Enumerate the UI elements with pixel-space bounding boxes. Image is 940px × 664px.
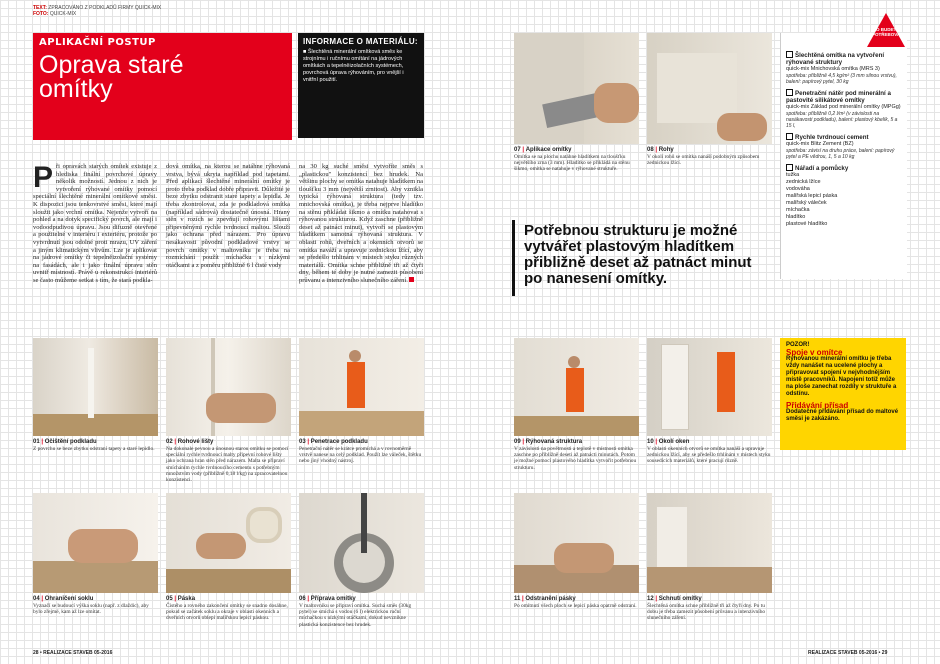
page-title: Oprava staré omítky: [39, 51, 184, 103]
header-box: [33, 33, 292, 140]
caption-step-01: 01 | Očištění podkladu Z povrchu se beze zbytku odstraní tapety a staré lepidlo.: [33, 439, 155, 452]
caption-step-10: 10 | Okolí oken V oblasti okenních otvorů se omítka nanáší a upravuje zednickou lžící, aby se předešlo trhlinám v místech styku sousedících materiálů, které pracují různě.: [647, 439, 771, 465]
material-item: Rychle tvrdnoucí cement quick-mix Blitz Zement (BZ) spotřeba: závisí na druhu práce, balení: papírový pytel a PE vědrou, 1, 5 a 10 kg: [786, 134, 895, 160]
photo-step-08: [647, 33, 772, 144]
photo-step-06: [299, 493, 424, 593]
caption-step-07: 07 | Aplikace omítky Omítka se na plochu natáhne hladítkem na tloušťku největšího zrna (3 mm). Hladítko se přikládá na stěnu šikmo, omítka se natahuje v rýhované struktuře.: [514, 147, 630, 173]
caption-step-12: 12 | Schnutí omítky Šlechtěná omítka schne přibližně tři až čtyři dny. Po tu dobu je třeba zamezit působení průvanu a intenzivního slunečního záření.: [647, 596, 766, 622]
section-tag: APLIKAČNÍ POSTUP: [39, 37, 156, 48]
material-item: Šlechtěná omítka na vytvoření rýhované struktury quick-mix Mnichovská omítka (MRS 3) spotřeba: přibližně 4,5 kg/m² (3 mm silnou vrstvu), balení: papírový pytel, 30 kg: [786, 52, 897, 85]
photo-step-01: [33, 338, 158, 436]
info-box: [298, 33, 424, 138]
info-heading: INFORMACE O MATERIÁLU:: [303, 37, 418, 46]
pull-quote-rule: [512, 220, 515, 296]
photo-step-03: [299, 338, 424, 436]
badge: CO BUDETE POTŘEBOVAT: [866, 12, 906, 48]
photo-step-04: [33, 493, 158, 593]
photo-step-10: [647, 338, 772, 436]
caption-step-11: 11 | Odstranění pásky Po omítnutí všech ploch se lepicí páska opatrně odstraní.: [514, 596, 637, 609]
caption-step-06: 06 | Příprava omítky V maltovníku se připraví omítka. Suchá směs (30kg pytel) se smíchá s vodou (6 l) elektrickou ruční míchačkou s nízkými otáčkami, dokud nevznikne plastická konzistence bez hrudek.: [299, 596, 412, 628]
caption-step-08: 08 | Rohy V okolí rohů se omítka nanáší podobným způsobem zednickou lžící.: [647, 147, 760, 167]
caption-step-09: 09 | Rýhovaná struktura V závislosti na povětrnosti a teplotě v místnosti omítka zaschne po přibližně deseti až patnácti minutách. Potom je možné pomocí plastového hladítka vytvořit potřebnou strukturu.: [514, 439, 637, 471]
body-col-1: Při opravách starých omítek existuje z hlediska finální povrchové úpravy několik možností. Jednou z nich je vytvoření rýhované omítky pomocí speciální šlechtěné minerální omítkové směsi. K dispozici jsou tenkovrstvé směsi, které mají sloužit jako vrchní omítka. Nejenže vytvoří na pohled a na dotyk specifický povrch, ale mají i vodoodpudivou úpravu. Jsou difuzně otevřené a použitelné v interiéru i exteriéru, protože po vytvrdnutí jsou odolné proti mrazu, UV záření a jiným klimatickým vlivům. Lze je aplikovat na jádrové omítky či tepelněizolační systémy na fasádách, ale i jako finální úpravu stěn uvnitř místností. Právě u rekonstrukcí interiérů se často můžeme setkat s tím, že stará podkla-: [33, 161, 157, 284]
caption-step-03: 03 | Penetrace podkladu Penetrační nátěr se krátce promíchá a v rovnoměrně vrstvě nanese na celý podklad. Použít lze váleček, štětku nebo jiný vhodný nástroj.: [299, 439, 422, 465]
photo-step-07: [514, 33, 639, 144]
material-item: Nářadí a pomůcky tužka zednická lžíce vodováha malířská lepicí páska malířský váleček míchačka hladítko plastové hladítko: [786, 164, 901, 228]
footer-right: REALIZACE STAVEB 05-2016 • 29: [808, 650, 888, 656]
body-col-3: na 30 kg suché směsi vytvoříte směs s „plastickou" konzistencí bez hrudek. Na většinu plochy se omítka natahuje hladítkem na tloušťku 3 mm (největší zrnitost). Aby vznikla typická rýhovaná struktura (tedy tzv. mnichovská omítka), je třeba nejprve hladítko na stěnu přikládat šikmo a omítku natahovat s rýhovanou strukturou. Když zaschne (přibližně deset až patnáct minut), vytvoří se plastovým hladítkem samotná rýhovaná struktura. V oblasti rohů, dveřních a okenních otvorů se omítka naváží a upravuje zednickou lžící, aby se předešlo trhlinám v místech styku různých materiálů. Omítka schne přibližně tři až čtyři dny, během té doby je nutné zamezit působení průvanu a intenzivního slunečního záření.: [299, 163, 423, 284]
photo-step-12: [647, 493, 772, 593]
credits: TEXT: ZPRACOVÁNO Z PODKLADŮ FIRMY QUICK-MIX FOTO: QUICK-MIX: [33, 5, 162, 17]
info-text: ■ Šlechtěná minerální omítková směs ke strojnímu i ručnímu omítání na jádrových omítkách a tepelněizolačních systémech, povrchová úprava rýhováním, pro vnější i vnitřní použití.: [303, 49, 404, 83]
end-mark-icon: [409, 277, 414, 282]
photo-step-05: [166, 493, 291, 593]
photo-step-02: [166, 338, 291, 436]
pull-quote: Potřebnou strukturu je možné vytvářet plastovým hladítkem přibližně deset až patnáct minut po nanesení omítky.: [524, 222, 752, 287]
caption-step-02: 02 | Rohové lišty Na dokonale pevnou a únosnou starou omítku se pomocí speciální rychle tvrdnoucí malty připevní rohové lišty jako ochrana hran stěn před nárazem. Malta se připraví smícháním rychle tvrdnoucího cementu s potřebným množstvím vody (přibližně 0,18 l/kg) na zpracovatelnou konzistenci.: [166, 439, 289, 484]
photo-step-11: [514, 493, 639, 593]
photo-step-09: [514, 338, 639, 436]
caption-step-04: 04 | Ohraničení soklu Vyznačí se budoucí výška soklu (např. z dlaždic), aby bylo zřejmé, kam až lze omítat.: [33, 596, 149, 616]
materials-list: [786, 51, 901, 228]
body-col-2: dová omítka, na kterou se natáhne rýhovaná vrstva, bývá ukryta například pod tapetami. Před aplikací šlechtěné minerální omítky je proto třeba podklad dobře připravit. Důležité je beze zbytku odstranit staré tapety a lepidla. Je třeba zkontrolovat, zda je podkladová omítka (například sádrová) dostatečně únosná. Hrany stěn v rozích se zpevňují rohovými lištami připevněnými rychle tvrdnoucí maltou. Slouží jako ochrana před nárazem. Pro úpravu nesákavosti původní podkladové vrstvy se povrch omítky v maltovníku je třeba na rozmíchání použít míchačku s nízkými otáčkami a z poměru přibližně 6 l čisté vody: [166, 163, 290, 269]
footer-left: 28 • REALIZACE STAVEB 05-2016: [33, 650, 113, 656]
caption-step-05: 05 | Páska Čistého a rovného zakončení omítky se snadno dosáhne, pokud se začátek soklu a okraje v oblasti okenních a dveřních otvorů oblepí malířskou lepicí páskou.: [166, 596, 288, 622]
warning-box: POZOR! Spoje v omítce Rýhovanou minerální omítku je třeba vždy nanášet na ucelené plochy a připravovat spojení v nejvhodnějším místě pracovníků. Napojení totiž může na ploše zanechat rozdíly v struktuře a odstínu. Přidávání přísad Dodatečné přidávání přísad do maltové směsi je zakázáno.: [780, 338, 906, 450]
drop-cap: P: [33, 161, 54, 194]
material-item: Penetrační nátěr pod minerální a pastovité silikátové omítky quick-mix Základ pod minerální omítky (MPGg) spotřeba: přibližně 0,2 l/m² (v závislosti na nasákavosti podkladu), balení: plastový kbelík, 5 a 15 l,: [786, 90, 901, 129]
tool-list: tužka zednická lžíce vodováha malířská lepicí páska malířský váleček míchačka hladítko plastové hladítko: [786, 172, 838, 227]
